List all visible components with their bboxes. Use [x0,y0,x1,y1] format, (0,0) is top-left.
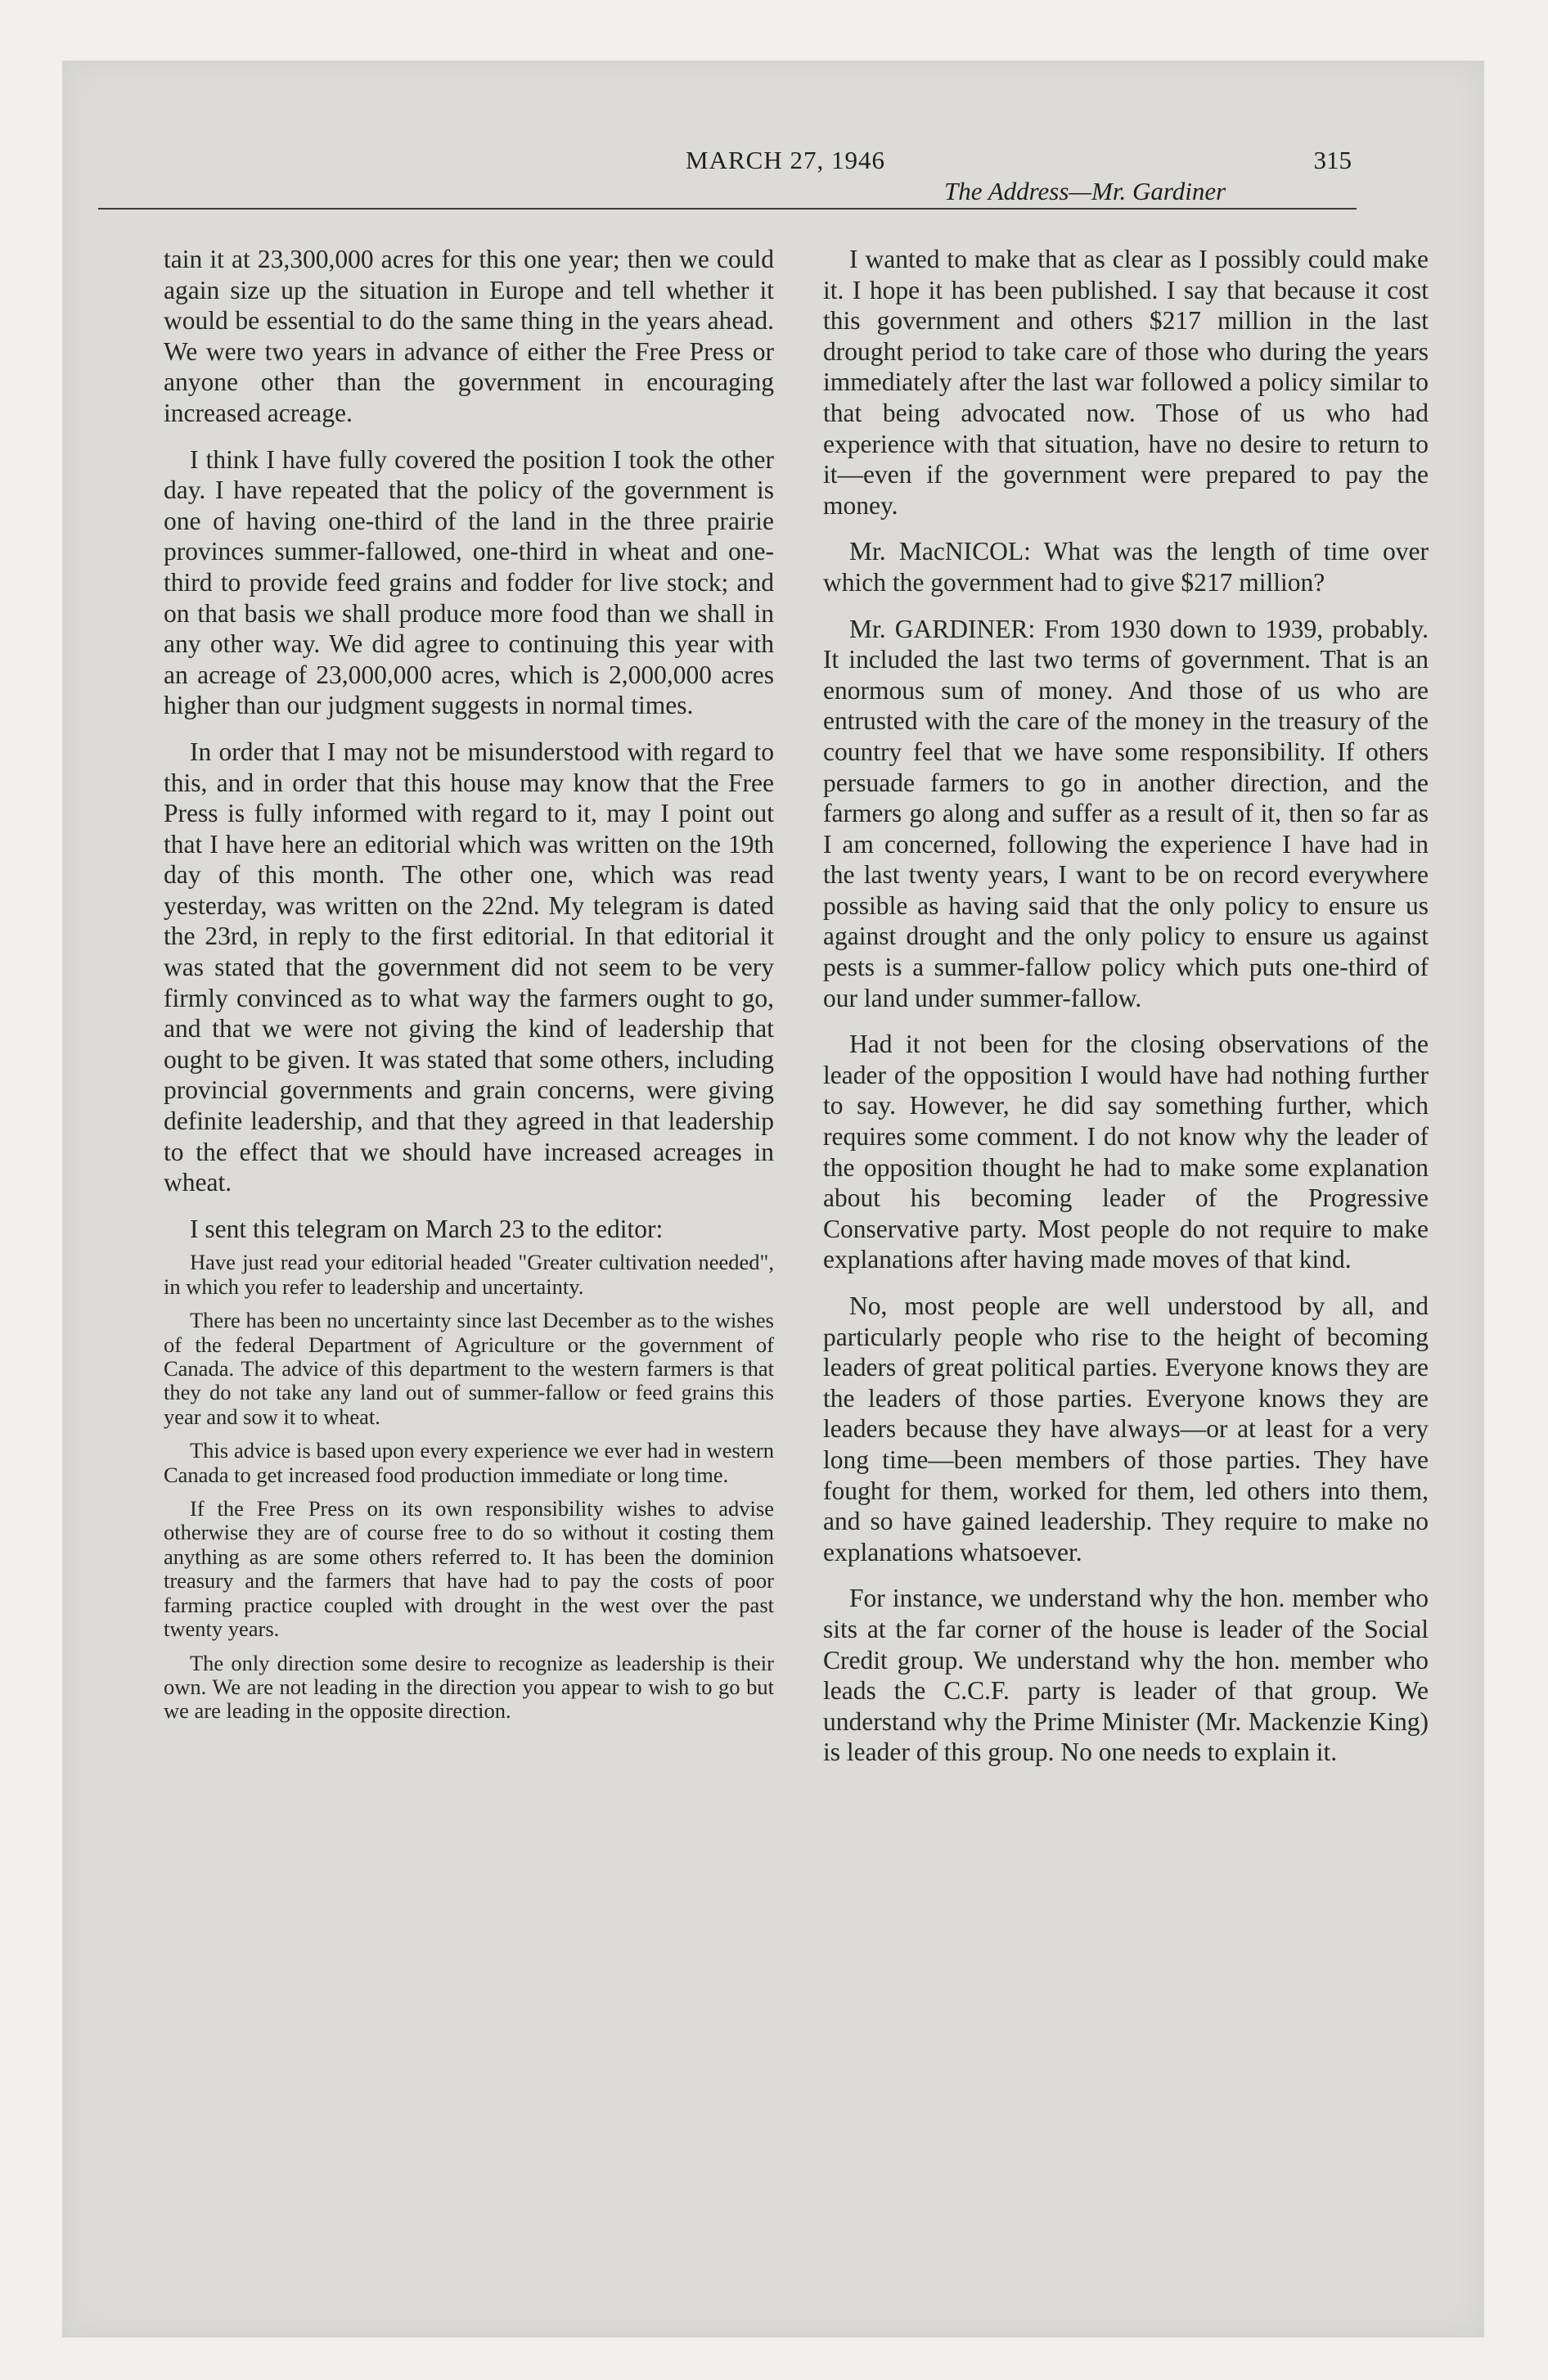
paragraph: I wanted to make that as clear as I possibly could make it. I hope it has been published. I say that because it cost this government and others $217 million in the last drought period to take care of those who during the years immediately after the last war followed a policy similar to that being advocated now. Those of us who had experience with that situation, have no desire to return to it—even if the government were prepared to pay the money. [823,245,1429,520]
paragraph: I sent this telegram on March 23 to the editor: [190,1214,664,1243]
paragraph: Mr. GARDINER: From 1930 down to 1939, probably. It included the last two terms of government. That is an enormous sum of money. And those of us who are entrusted with the care of the money in the treasury of the country feel that we have some responsibility. If others persuade farmers to go in another direction, and the farmers go along and suffer as a result of it, then so far as I am concerned, following the experience I have had in the last twenty years, I want to be on record everywhere possible as having said that the only policy to ensure us against drought and the only policy to ensure us against pests is a summer-fallow policy which puts one-third of our land under summer-fallow. [823,614,1429,1012]
page-number: 315 [1313,146,1352,174]
paragraph: tain it at 23,300,000 acres for this one year; then we could again size up the situation in Europe and tell whether it would be essential to do the same thing in the years ahead. We were two years in advance of either the Free Press or anyone other than the government in encouraging increased acreage. [164,245,774,427]
paragraph: I think I have fully covered the position I took the other day. I have repeated that the policy of the government is one of having one-third of the land in the three prairie provinces summer-fallowed, one-third in wheat and one-third to provide feed grains and fodder for live stock; and on that basis we shall produce more food than we shall in any other way. We did agree to continuing this year with an acreage of 23,000,000 acres, which is 2,000,000 acres higher than our judgment suggests in normal times. [164,444,774,720]
quote-paragraph: The only direction some desire to recognize as leadership is their own. We are not leading in the direction you appear to wish to go but we are leading in the opposite direction. [164,1650,774,1724]
paragraph: For instance, we understand why the hon. member who sits at the far corner of the house is leader of the Social Credit group. We understand why the hon. member who leads the C.C.F. party is leader of that group. We understand why the Prime Minister (Mr. Mackenzie King) is leader of this group. No one needs to explain it. [823,1584,1429,1767]
paragraph: No, most people are well understood by all, and particularly people who rise to the height of becoming leaders of great political parties. Everyone knows they are the leaders of those parties. Everyone knows they are leaders because they have always—or at least for a very long time—been members of those parties. They have fought for them, worked for them, led others into them, and so have gained leadership. They require to make no explanations whatsoever. [823,1291,1429,1566]
telegram-quote [164,1251,774,1723]
paragraph: Mr. MacNICOL: What was the length of time over which the government had to give $217 million? [823,537,1429,597]
header-rule [98,208,1357,210]
header-section-title: The Address—Mr. Gardiner [944,177,1226,205]
header-date: MARCH 27, 1946 [686,146,885,174]
running-header [98,83,1352,205]
quote-paragraph: This advice is based upon every experience we ever had in western Canada to get increased food production immediate or long time. [164,1438,774,1487]
left-column [164,244,774,1733]
quote-paragraph: If the Free Press on its own responsibility wishes to advise otherwise they are of course free to do so without it costing them anything as are some others referred to. It has been the dominion treasury and the farmers that have had to pay the costs of poor farming practice coupled with drought in the west over the past twenty years. [164,1496,774,1642]
quote-paragraph: There has been no uncertainty since last December as to the wishes of the federal Department of Agriculture or the government of Canada. The advice of this department to the western farmers is that they do not take any land out of summer-fallow or feed grains this year and sow it to wheat. [164,1308,774,1429]
paragraph: In order that I may not be misunderstood with regard to this, and in order that this house may know that the Free Press is fully informed with regard to it, may I point out that I have here an editorial which was written on the 19th day of this month. The other one, which was read yesterday, was written on the 22nd. My telegram is dated the 23rd, in reply to the first editorial. In that editorial it was stated that the government did not seem to be very firmly convinced as to what way the farmers ought to go, and that we were not giving the kind of leadership that ought to be given. It was stated that some others, including provincial governments and grain concerns, were giving definite leadership, and that they agreed in that leadership to the effect that we should have increased acreages in wheat. [164,737,774,1197]
quote-paragraph: Have just read your editorial headed "Greater cultivation needed", in which you refer to leadership and uncertainty. [164,1250,774,1299]
right-column [823,244,1429,1783]
paragraph: Had it not been for the closing observations of the leader of the opposition I would have had nothing further to say. However, he did say something further, which requires some comment. I do not know why the leader of the opposition thought he had to make some explanation about his becoming leader of the Progressive Conservative party. Most people do not require to make explanations after having made moves of that kind. [823,1030,1429,1274]
